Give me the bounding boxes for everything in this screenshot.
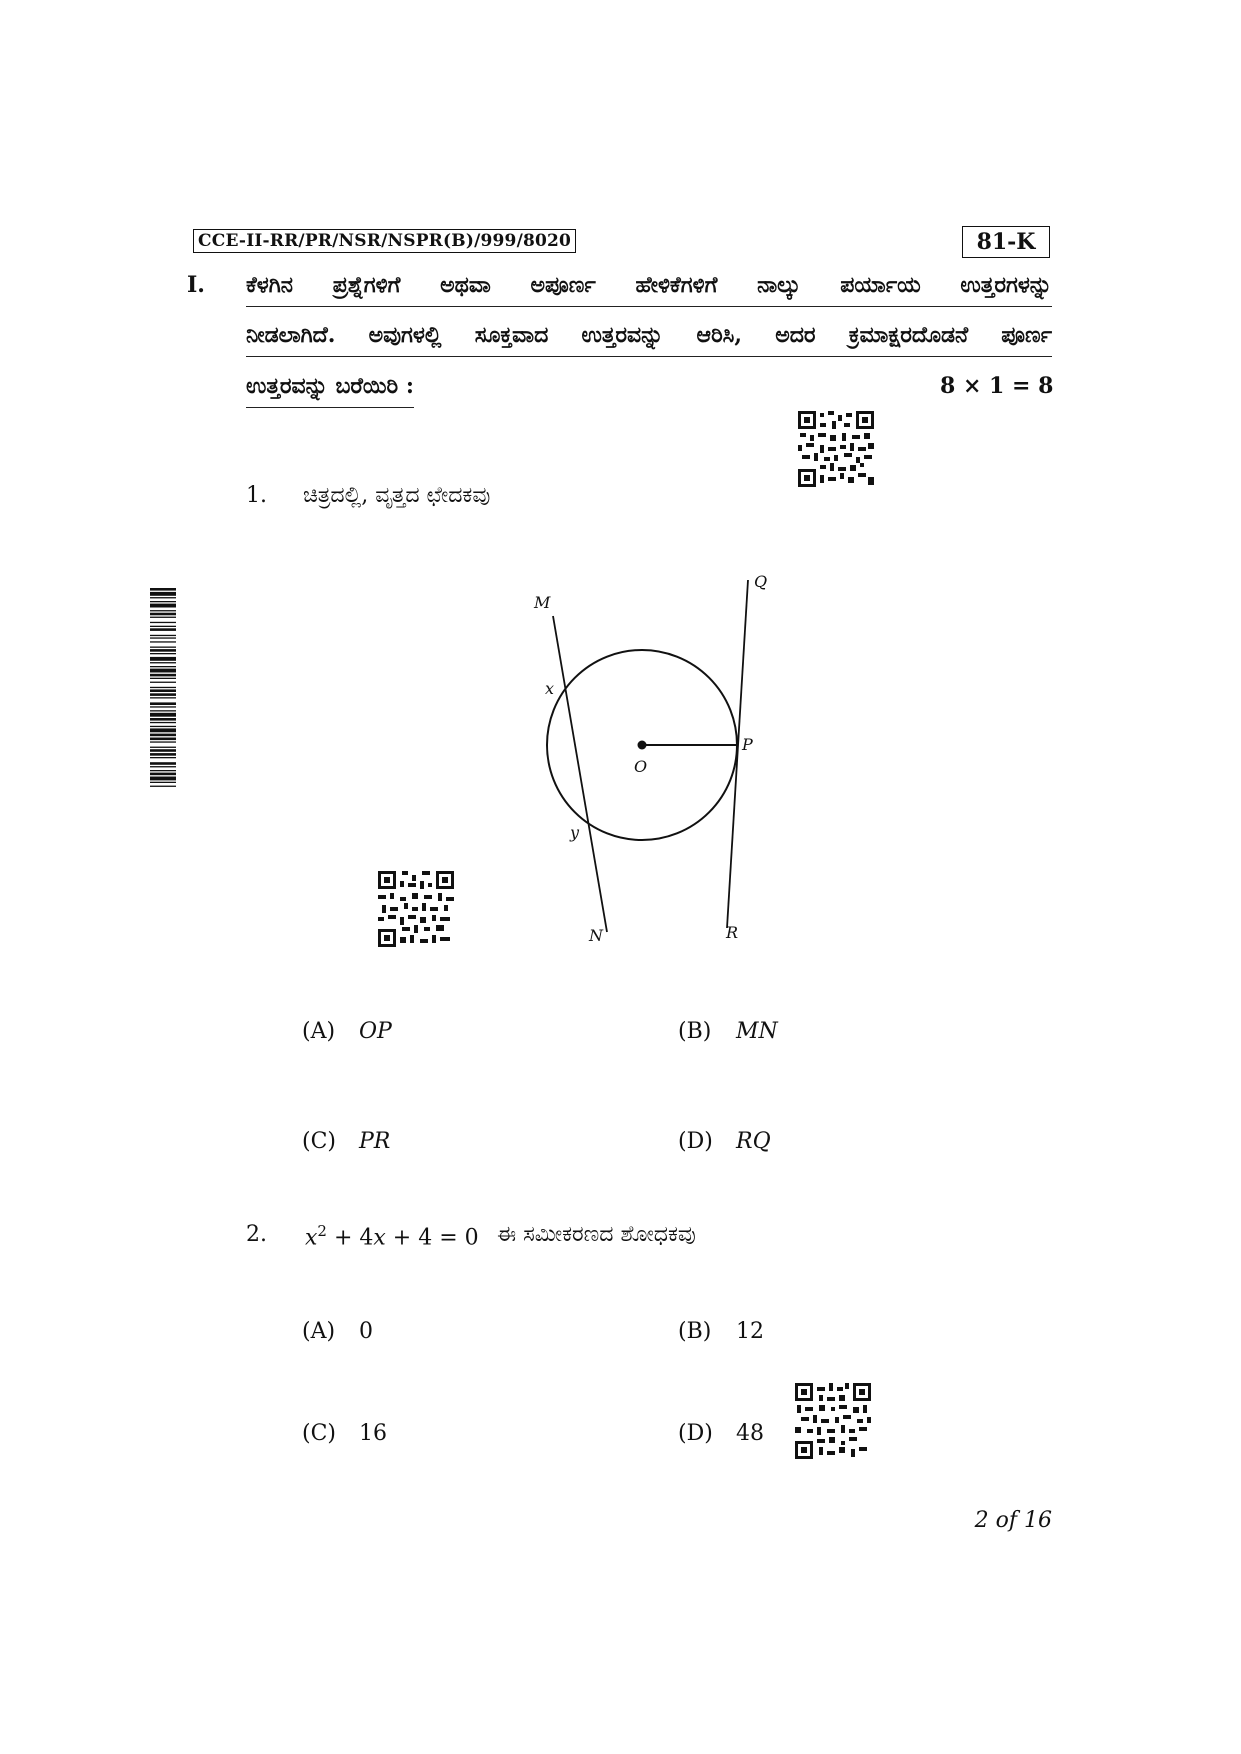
label-q: Q bbox=[754, 572, 768, 591]
barcode-bar bbox=[150, 762, 176, 765]
barcode-bar bbox=[150, 647, 176, 648]
marks-scheme: 8 × 1 = 8 bbox=[940, 373, 1054, 399]
barcode-bar bbox=[150, 669, 176, 673]
qr-code-icon bbox=[795, 1383, 871, 1459]
q1-option-d-label: (D) bbox=[678, 1129, 713, 1154]
barcode-bar bbox=[150, 662, 176, 663]
barcode-bar bbox=[150, 786, 176, 787]
barcode-bar bbox=[150, 741, 176, 742]
instruction-line-1: ಕೆಳಗಿನ ಪ್ರಶ್ನೆಗಳಿಗೆ ಅಥವಾ ಅಪೂರ್ಣ ಹೇಳಿಕೆಗಳಿಗೆ ನಾಲ್ಕು ಪರ್ಯಾಯ ಉತ್ತರಗಳನ್ನು bbox=[246, 272, 1052, 307]
question-2-number: 2. bbox=[246, 1222, 267, 1247]
barcode-bar bbox=[150, 722, 176, 723]
question-2-equation: $x^2 + 4x + 4 = 0$ bbox=[305, 1222, 479, 1251]
barcode-bar bbox=[150, 689, 176, 692]
barcode-bar bbox=[150, 718, 176, 721]
barcode-bar bbox=[150, 766, 176, 767]
section-number: I. bbox=[187, 272, 205, 298]
label-p: P bbox=[742, 735, 753, 754]
qr-code-icon bbox=[378, 871, 454, 947]
barcode-bar bbox=[150, 738, 176, 741]
question-1-text: ಚಿತ್ರದಲ್ಲಿ, ವೃತ್ತದ ಛೇದಕವು bbox=[303, 483, 491, 508]
barcode-bar bbox=[150, 753, 176, 756]
label-n: N bbox=[589, 926, 603, 945]
barcode-bar bbox=[150, 734, 176, 737]
qr-code-icon bbox=[798, 411, 874, 487]
instruction-line-3: ಉತ್ತರವನ್ನು ಬರೆಯಿರಿ : bbox=[246, 373, 414, 408]
label-o: O bbox=[634, 757, 648, 776]
barcode-bar bbox=[150, 702, 176, 705]
q1-option-c-label: (C) bbox=[302, 1129, 336, 1154]
q2-option-b-value: 12 bbox=[736, 1319, 764, 1344]
question-2-text: ಈ ಸಮೀಕರಣದ ಶೋಧಕವು bbox=[497, 1222, 696, 1247]
barcode-bar bbox=[150, 604, 176, 608]
page-number: 2 of 16 bbox=[974, 1508, 1052, 1533]
barcode-bar bbox=[150, 657, 176, 661]
barcode-bar bbox=[150, 726, 176, 727]
q1-option-b-value: MN bbox=[736, 1019, 778, 1044]
barcode-bar bbox=[150, 674, 176, 677]
barcode-bar bbox=[150, 693, 176, 696]
barcode-bar bbox=[150, 617, 176, 618]
label-m: M bbox=[534, 593, 551, 612]
barcode-bar bbox=[150, 728, 176, 732]
barcode-bar bbox=[150, 777, 176, 781]
barcode-icon bbox=[150, 588, 176, 958]
q1-option-b-label: (B) bbox=[678, 1019, 712, 1044]
barcode-bar bbox=[150, 678, 176, 679]
barcode-bar bbox=[150, 697, 176, 698]
centre-point bbox=[638, 741, 647, 750]
barcode-bar bbox=[150, 749, 176, 752]
barcode-bar bbox=[150, 706, 176, 707]
barcode-bar bbox=[150, 628, 176, 631]
q1-option-a-label: (A) bbox=[302, 1019, 336, 1044]
barcode-bar bbox=[150, 610, 176, 611]
barcode-bar bbox=[150, 649, 176, 652]
barcode-bar bbox=[150, 597, 176, 598]
q2-option-d-value: 48 bbox=[736, 1421, 764, 1446]
barcode-bar bbox=[150, 622, 176, 623]
instruction-line-2: ನೀಡಲಾಗಿದೆ. ಅವುಗಳಲ್ಲಿ ಸೂಕ್ತವಾದ ಉತ್ತರವನ್ನು ಆರಿಸಿ, ಅದರ ಕ್ರಮಾಕ್ಷರದೊಡನೆ ಪೂರ್ಣ bbox=[246, 322, 1052, 357]
barcode-bar bbox=[150, 666, 176, 667]
barcode-bar bbox=[150, 635, 176, 636]
question-1-number: 1. bbox=[246, 483, 267, 508]
barcode-bar bbox=[150, 613, 176, 616]
q2-option-b-label: (B) bbox=[678, 1319, 712, 1344]
q1-option-d-value: RQ bbox=[736, 1129, 771, 1154]
barcode-bar bbox=[150, 713, 176, 717]
barcode-bar bbox=[150, 588, 176, 591]
barcode-bar bbox=[150, 773, 176, 776]
label-y: y bbox=[570, 823, 580, 842]
line-qr bbox=[727, 580, 748, 928]
q2-option-c-label: (C) bbox=[302, 1421, 336, 1446]
barcode-bar bbox=[150, 710, 176, 711]
paper-code: 81-K bbox=[962, 226, 1050, 258]
q2-option-c-value: 16 bbox=[359, 1421, 387, 1446]
barcode-bar bbox=[150, 601, 176, 602]
barcode-bar bbox=[150, 653, 176, 654]
barcode-bar bbox=[150, 626, 176, 627]
barcode-bar bbox=[150, 687, 176, 688]
barcode-bar bbox=[150, 757, 176, 758]
q1-option-c-value: PR bbox=[359, 1129, 391, 1154]
barcode-bar bbox=[150, 782, 176, 783]
label-x: x bbox=[545, 679, 555, 698]
q2-option-a-label: (A) bbox=[302, 1319, 336, 1344]
q1-option-a-value: OP bbox=[359, 1019, 392, 1044]
q2-option-d-label: (D) bbox=[678, 1421, 713, 1446]
label-r: R bbox=[726, 923, 739, 942]
barcode-bar bbox=[150, 592, 176, 596]
q2-option-a-value: 0 bbox=[359, 1319, 373, 1344]
barcode-bar bbox=[150, 747, 176, 748]
barcode-bar bbox=[150, 637, 176, 638]
line-mn bbox=[553, 616, 607, 932]
barcode-bar bbox=[150, 682, 176, 683]
circle-figure bbox=[520, 560, 780, 950]
barcode-bar bbox=[150, 641, 176, 642]
barcode-bar bbox=[150, 770, 176, 771]
exam-code: CCE-II-RR/PR/NSR/NSPR(B)/999/8020 bbox=[193, 229, 576, 253]
